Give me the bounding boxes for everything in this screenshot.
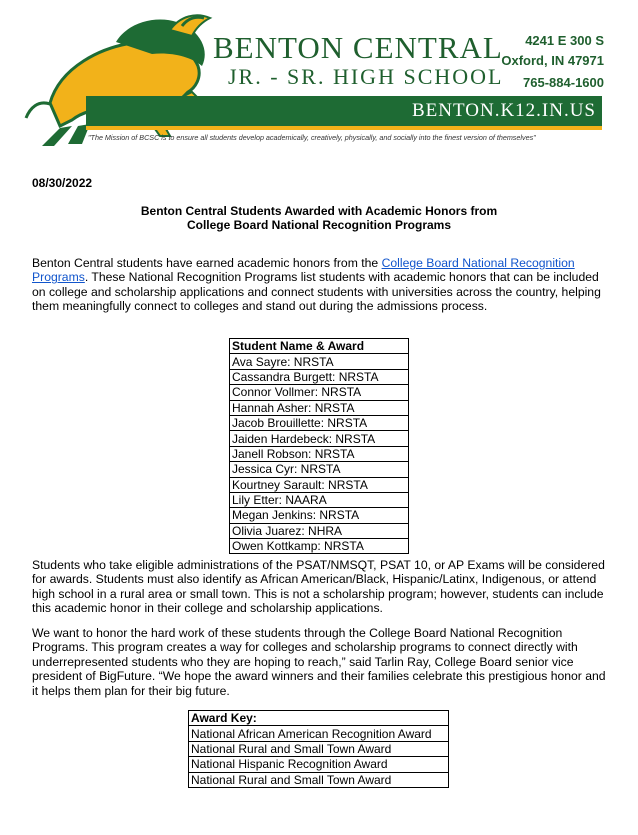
table-row	[230, 385, 409, 400]
table-row	[189, 726, 449, 741]
student-cell: Olivia Juarez: NHRA	[230, 523, 409, 538]
address-line-1: 4241 E 300 S	[525, 33, 604, 48]
student-cell: Ava Sayre: NRSTA	[230, 354, 409, 369]
award-key-cell: National African American Recognition Award	[189, 726, 449, 741]
students-table-header: Student Name & Award	[230, 339, 409, 354]
intro-text-before: Benton Central students have earned academic honors from the	[32, 256, 382, 270]
table-row	[230, 523, 409, 538]
table-row	[189, 772, 449, 787]
phone-number: 765-884-1600	[523, 75, 604, 90]
table-row	[230, 354, 409, 369]
student-cell: Jessica Cyr: NRSTA	[230, 462, 409, 477]
award-key-table	[188, 710, 449, 788]
quote-paragraph: We want to honor the hard work of these students through the College Board National Recognition Programs. This program creates a way for colleges and scholarship programs to connect directly with underrepresented students who they are hoping to reach,” said Tarlin Ray, College Board senior vice president of BigFuture. “We hope the award winners and their families celebrate this prestigious honor and it helps them plan for their big future.	[32, 626, 606, 698]
award-key-cell: National Hispanic Recognition Award	[189, 757, 449, 772]
press-release-date: 08/30/2022	[32, 176, 93, 190]
table-row	[230, 508, 409, 523]
table-row	[230, 539, 409, 554]
student-cell: Megan Jenkins: NRSTA	[230, 508, 409, 523]
table-row	[230, 492, 409, 507]
gold-stripe	[86, 126, 602, 130]
students-awards-table	[229, 338, 409, 554]
student-cell: Jacob Brouillette: NRSTA	[230, 415, 409, 430]
student-cell: Owen Kottkamp: NRSTA	[230, 539, 409, 554]
table-row	[230, 415, 409, 430]
table-row	[189, 741, 449, 756]
table-row	[230, 400, 409, 415]
student-cell: Janell Robson: NRSTA	[230, 446, 409, 461]
title-line-1: Benton Central Students Awarded with Academic Honors from	[140, 204, 498, 218]
award-key-header: Award Key:	[189, 711, 449, 726]
table-row	[230, 462, 409, 477]
student-cell: Connor Vollmer: NRSTA	[230, 385, 409, 400]
table-row	[230, 446, 409, 461]
student-cell: Lily Etter: NAARA	[230, 492, 409, 507]
table-row	[230, 477, 409, 492]
award-key-cell: National Rural and Small Town Award	[189, 741, 449, 756]
student-cell: Jaiden Hardebeck: NRSTA	[230, 431, 409, 446]
national-recognition-programs-link[interactable]: College Board National Recognition Programs	[32, 256, 575, 285]
mission-statement: "The Mission of BCSC is to ensure all students develop academically, creatively, physically, and socially into the finest version of themselves"	[88, 133, 536, 142]
press-release-title	[0, 204, 638, 232]
intro-paragraph	[32, 256, 607, 314]
website-url[interactable]: BENTON.K12.IN.US	[411, 100, 596, 121]
title-line-2: College Board National Recognition Programs	[186, 218, 452, 232]
school-name: BENTON CENTRAL	[213, 30, 503, 65]
student-cell: Kourtney Sarault: NRSTA	[230, 477, 409, 492]
table-row	[230, 369, 409, 384]
student-cell: Hannah Asher: NRSTA	[230, 400, 409, 415]
school-subtitle: JR. - SR. HIGH SCHOOL	[228, 64, 504, 89]
student-cell: Cassandra Burgett: NRSTA	[230, 369, 409, 384]
intro-text-after: . These National Recognition Programs list students with academic honors that can be included on college and scholarship applications and connect students with universities across the country, helping them meaningfully connect to colleges and stand out during the admissions process.	[32, 270, 601, 314]
eligibility-paragraph: Students who take eligible administrations of the PSAT/NMSQT, PSAT 10, or AP Exams will be considered for awards. Students must also identify as African American/Black, Hispanic/Latinx, Indigenous, or attend high school in a rural area or small town. This is not a scholarship program; however, students can include this academic honor in their college and scholarship applications.	[32, 558, 605, 616]
table-row	[189, 757, 449, 772]
award-key-cell: National Rural and Small Town Award	[189, 772, 449, 787]
letterhead	[0, 0, 638, 150]
address-line-2: Oxford, IN 47971	[501, 53, 604, 68]
table-row	[230, 431, 409, 446]
